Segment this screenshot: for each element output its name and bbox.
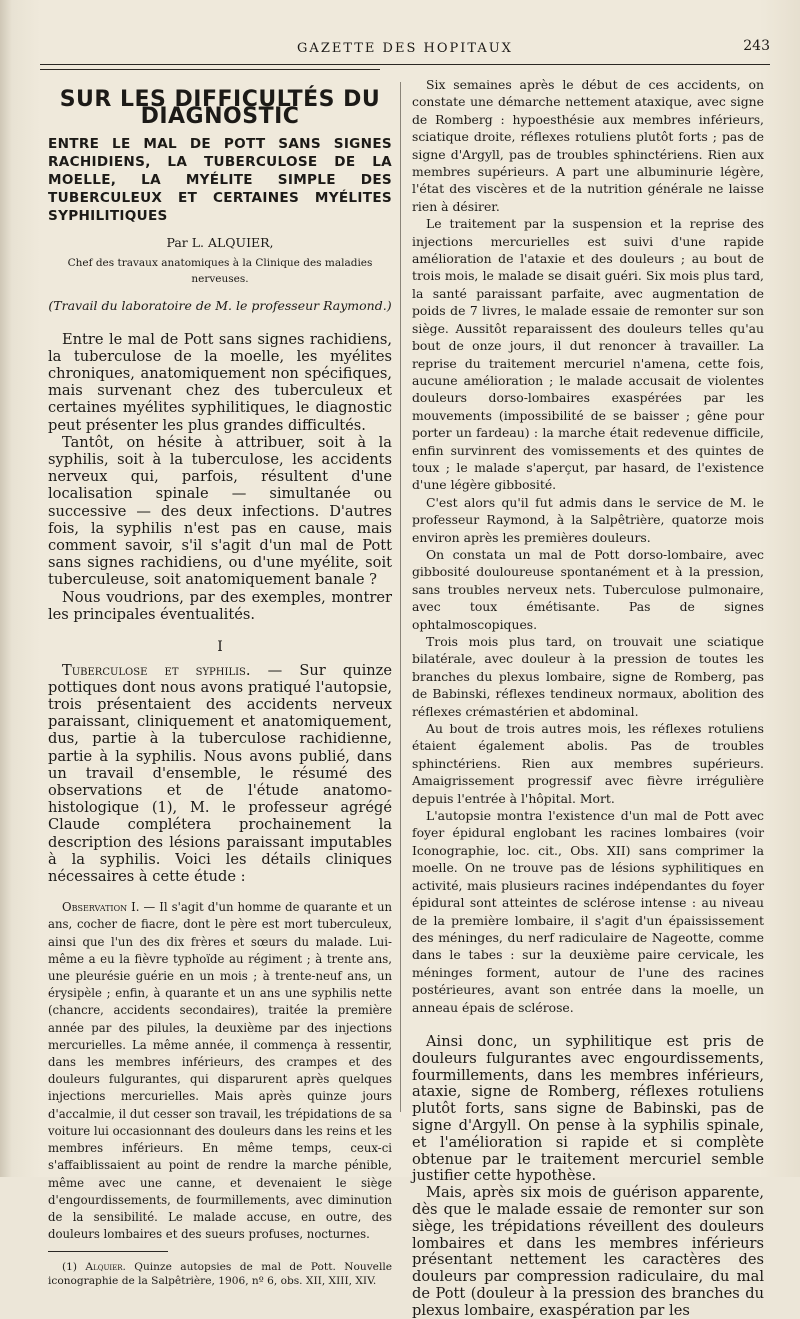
header-rule [40,64,770,65]
author-line: Par L. ALQUIER, [166,235,274,251]
observation-paragraph: C'est alors qu'il fut admis dans le service de M. le professeur Raymond, à la Salpêtrière, quatorze mois environ après les premières douleurs. [412,494,764,545]
observation-text: — Il s'agit d'un homme de quarante et un ans, cocher de fiacre, dont le père est mort tuberculeux, ainsi que l'un des dix frères et sœurs du malade. Lui-même a eu la fièvre typhoïde au régiment ; à trente ans, une pleurésie guérie en un mois ; à trente-neuf ans, un érysipèle ; enfin, à quarante et un ans une syphilis nette (chancre, accidents secondaires), traitée la première année par des pilules, la deuxième par des injections mercurielles. La même année, il commença à ressentir, dans les membres inférieurs, des crampes et des douleurs fulgurantes, qui disparurent après quelques injections mercurielles. Mais après quinze jours d'accalmie, il dut cesser son travail, les trépidations de sa voiture lui occasionnant des douleurs dans les reins et les membres inférieurs. En même temps, ceux-ci s'affaiblissaient au point de rendre la marche pénible, même avec une canne, et devenaient le siège d'engourdissements, de fourmillements, avec diminution de la sensibilité. Le malade accuse, en outre, des douleurs lombaires et des sueurs profuses, nocturnes. [48,900,392,1242]
section-one-lead: Tuberculose et syphilis. [62,661,251,679]
observation-one [48,899,392,1243]
journal-title: GAZETTE DES HOPITAUX [297,41,513,56]
article-subtitle: ENTRE LE MAL DE POTT SANS SIGNES RACHIDIENS, LA TUBERCULOSE DE LA MOELLE, LA MYÉLITE SIMPLE DES TUBERCULEUX ET CERTAINES MYÉLITES SYPHILITIQUES [48,136,392,225]
intro-paragraph: Tantôt, on hésite à attribuer, soit à la syphilis, soit à la tuberculose, les accidents nerveux qui, parfois, résultent d'une localisation spinale — simultanée ou successive — des deux infections. D'autres fois, la syphilis n'est pas en cause, mais comment savoir, s'il s'agit d'un mal de Pott sans signes rachidiens, ou d'une myélite, soit tuberculeuse, soit anatomiquement banale ? [48,433,392,589]
discussion-paragraph: Ainsi donc, un syphilitique est pris de douleurs fulgurantes avec engourdissements, fourmillements, dans les membres inférieurs, ataxie, signe de Romberg, réflexes rotuliens plutôt forts, sans signe de Babinski, pas de signe d'Argyll. On pense à la syphilis spinale, et l'amélioration si rapide et si complète obtenue par le traitement mercuriel semble justifier cette hypothèse. [412,1032,764,1185]
footnote-lead: (1) Alquier. [62,1261,126,1274]
section-one-text: — Sur quinze pottiques dont nous avons pratiqué l'autopsie, trois présentaient des accidents nerveux paraissant, cliniquement et anatomiquement, dus, partie à la tuberculose rachidienne, partie à la syphilis. Nous avons publié, dans un travail d'ensemble, le résumé des observations et de l'étude anatomo-histologique (1), M. le professeur agrégé Claude complétera prochainement la description des lésions paraissant imputables à la syphilis. Voici les détails cliniques nécessaires à cette étude : [48,661,392,886]
footnote-text: Quinze autopsies de mal de Pott. Nouvelle iconographie de la Salpêtrière, 1906, nº 6, obs. XII, XIII, XIV. [48,1261,392,1288]
section-number: I [217,639,223,656]
header-rule-short [40,69,380,70]
intro-paragraph: Nous voudrions, par des exemples, montrer les principales éventualités. [48,588,392,623]
page-number: 243 [743,38,770,54]
observation-paragraph: Six semaines après le début de ces accidents, on constate une démarche nettement ataxique, avec signe de Romberg : hypoesthésie aux membres inférieurs, sciatique droite, réflexes rotuliens plutôt forts ; pas de signe d'Argyll, pas de troubles sphinctériens. Rien aux membres supérieurs. A part une albuminurie légère, l'état des viscères et de la nutrition générale ne laisse rien à désirer. [412,77,764,214]
observation-lead: Observation I. [62,900,140,915]
intro-paragraph: Entre le mal de Pott sans signes rachidiens, la tuberculose de la moelle, les myélites chroniques, anatomiquement non spécifiques, mais survenant chez des tuberculeux et certaines myélites syphilitiques, le diagnostic peut présenter les plus grandes difficultés. [48,330,392,434]
laboratory-note: (Travail du laboratoire de M. le professeur Raymond.) [48,297,392,313]
discussion-paragraph: Mais, après six mois de guérison apparente, dès que le malade essaie de remonter sur son siège, les trépidations réveillent des douleurs lombaires et dans les membres inférieurs présentant nettement les caractères des douleurs par compression radiculaire, du mal de Pott (douleur à la pression des branches du plexus lombaire, exaspération par les [412,1184,764,1319]
article-title: SUR LES DIFFICULTÉS DU DIAGNOSTIC [59,87,381,129]
footnote [48,1260,392,1288]
author-affiliation: Chef des travaux anatomiques à la Clinique des maladies nerveuses. [67,256,373,286]
autopsy-paragraph: L'autopsie montra l'existence d'un mal de Pott avec foyer épidural englobant les racines lombaires (voir Iconographie, loc. cit., Obs. XII) sans comprimer la moelle. On ne trouve pas de lésions syphilitiques en activité, mais plusieurs racines indépendantes du foyer épidural sont atteintes de sclérose intense : au niveau de la première lombaire, il s'agit d'un épaississement des méninges, du nerf radiculaire de Nageotte, comme dans le tabes : sur la deuxième paire cervicale, les méninges forment, autour de l'une des racines postérieures, avant son entrée dans la moelle, un anneau épais de sclérose. [412,808,764,1015]
observation-paragraph: On constata un mal de Pott dorso-lombaire, avec gibbosité douloureuse spontanément et à la pression, sans troubles nerveux nets. Tuberculose pulmonaire, avec toux émétisante. Pas de signes ophtalmoscopiques. [412,546,764,632]
section-one-paragraph [48,662,392,886]
column-divider [400,82,401,1112]
observation-paragraph: Trois mois plus tard, on trouvait une sciatique bilatérale, avec douleur à la pression de toutes les branches du plexus lombaire, signe de Romberg, pas de Babinski, réflexes tendineux normaux, abolition des réflexes crémastérien et abdominal. [412,634,764,719]
discussion [412,1034,764,1319]
observation-continued [412,76,764,1016]
right-column [412,76,764,1319]
footnote-rule [48,1251,168,1252]
running-head [40,38,770,60]
section-one [48,662,392,886]
observation-paragraph: Le traitement par la suspension et la reprise des injections mercurielles est suivi d'une rapide amélioration de l'ataxie et des douleurs ; au bout de trois mois, le malade se disait guéri. Six mois plus tard, la santé paraissant parfaite, avec augmentation de poids de 7 livres, le malade essaie de remonter sur son siège. Aussitôt reparaissent des douleurs telles qu'au bout de onze jours, il dut renoncer à travailler. La reprise du traitement mercuriel n'amena, cette fois, aucune amélioration ; le malade accusait de violentes douleurs dorso-lombaires exaspérées par les mouvements (impossibilité de se baisser ; gêne pour porter un fardeau) : la marche était redevenue difficile, enfin survinrent des vomissements et des quintes de toux ; le malade s'aperçut, par hasard, de l'existence d'une légère gibbosité. [412,216,764,493]
footnote-paragraph [48,1260,392,1288]
left-column [48,86,392,1288]
observation-paragraph [48,899,392,1243]
observation-paragraph: Au bout de trois autres mois, les réflexes rotuliens étaient également abolis. Pas de troubles sphinctériens. Rien aux membres supérieurs. Amaigrissement progressif avec fièvre irrégulière depuis l'entrée à l'hôpital. Mort. [412,721,764,806]
introduction [48,331,392,623]
